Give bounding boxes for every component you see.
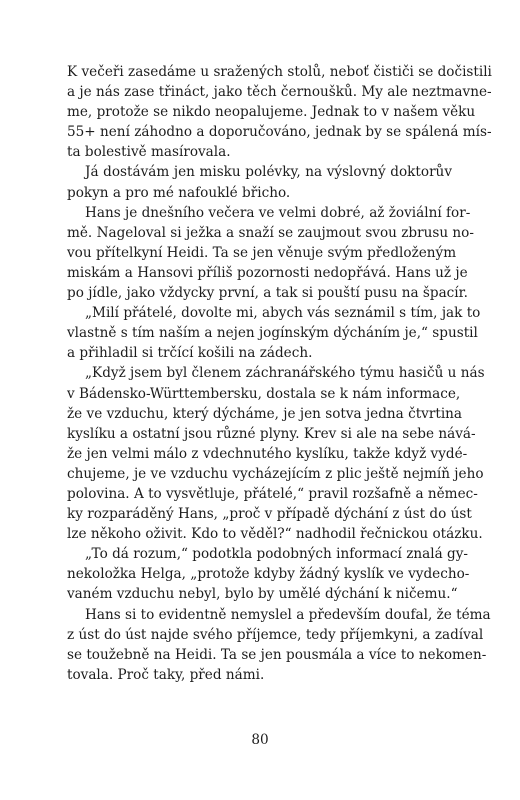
text-line: že ve vzduchu, který dýcháme, je jen sotva jedna čtvrtina — [67, 405, 463, 422]
text-line: ky rozparáděný Hans, „proč v případě dýchání z úst do úst — [67, 506, 472, 523]
text-line: 55+ není záhodno a doporučováno, jednak by se spálená mís- — [67, 124, 492, 141]
paragraph — [67, 303, 481, 363]
text-line: Hans je dnešního večera ve velmi dobré, až žoviální for- — [85, 204, 471, 221]
text-line: chujeme, je ve vzduchu vycházejícím z plic ještě nejmíň jeho — [67, 465, 484, 482]
paragraph — [67, 605, 491, 685]
text-line: nekoložka Helga, „protože kdyby žádný kyslík ve vydecho- — [67, 566, 470, 583]
text-line: polovina. A to vysvětluje, přátelé,“ pravil rozšafně a němec- — [67, 485, 478, 502]
paragraph — [67, 203, 474, 303]
text-line: z úst do úst najde svého příjemce, tedy příjemkyni, a zadíval — [67, 626, 484, 643]
text-line: ta bolestivě masírovala. — [67, 144, 231, 161]
text-line: a přihladil si trčící košili na zádech. — [67, 345, 313, 362]
text-line: „To dá rozum,“ podotkla podobných informací znalá gy- — [85, 546, 468, 563]
paragraph — [67, 62, 492, 162]
text-line: K večeři zasedáme u sražených stolů, neboť čističi se dočistili — [67, 64, 492, 80]
text-line: kyslíku a ostatní jsou různé plyny. Krev si ale na sebe nává- — [67, 425, 476, 442]
page-number: 80 — [251, 732, 269, 748]
paragraph — [67, 162, 452, 202]
text-line: vou přítelkyní Heidi. Ta se jen věnuje svým předloženým — [67, 244, 457, 261]
paragraph — [67, 363, 485, 544]
text-line: tovala. Proč taky, před námi. — [67, 666, 265, 683]
text-line: Já dostávám jen misku polévky, na výslovný doktorův — [85, 164, 452, 181]
text-line: „Milí přátelé, dovolte mi, abych vás seznámil s tím, jak to — [85, 305, 481, 322]
body-text — [67, 62, 492, 685]
text-line: se toužebně na Heidi. Ta se jen pousmála a více to nekomen- — [67, 646, 487, 663]
text-line: v Bádensko-Württembersku, dostala se k nám informace, — [67, 385, 461, 402]
paragraph — [67, 544, 470, 604]
text-line: a je nás zase třináct, jako těch černoušků. My ale neztmavne- — [67, 84, 492, 101]
text-line: že jen velmi málo z vdechnutého kyslíku, takže když vydé- — [67, 445, 468, 462]
text-line: pokyn a pro mé nafouklé břicho. — [67, 184, 291, 201]
text-line: Hans si to evidentně nemyslel a především doufal, že téma — [85, 606, 491, 623]
text-line: lze někoho oživit. Kdo to věděl?“ nadhodil řečnickou otázku. — [67, 526, 483, 543]
text-line: vaném vzduchu nebyl, bylo by umělé dýchání k ničemu.“ — [67, 586, 458, 603]
text-line: po jídle, jako vždycky první, a tak si pouští pusu na špacír. — [67, 285, 468, 302]
text-line: „Když jsem byl členem záchranářského týmu hasičů u nás — [85, 365, 485, 382]
text-line: mě. Nageloval si ježka a snaží se zaujmout svou zbrusu no- — [67, 224, 474, 241]
text-line: miskám a Hansovi příliš pozornosti nedopřává. Hans už je — [67, 264, 468, 281]
text-line: me, protože se nikdo neopalujeme. Jednak to v našem věku — [67, 104, 476, 121]
text-line: vlastně s tím naším a nejen jogínským dýcháním je,“ spustil — [67, 325, 478, 342]
